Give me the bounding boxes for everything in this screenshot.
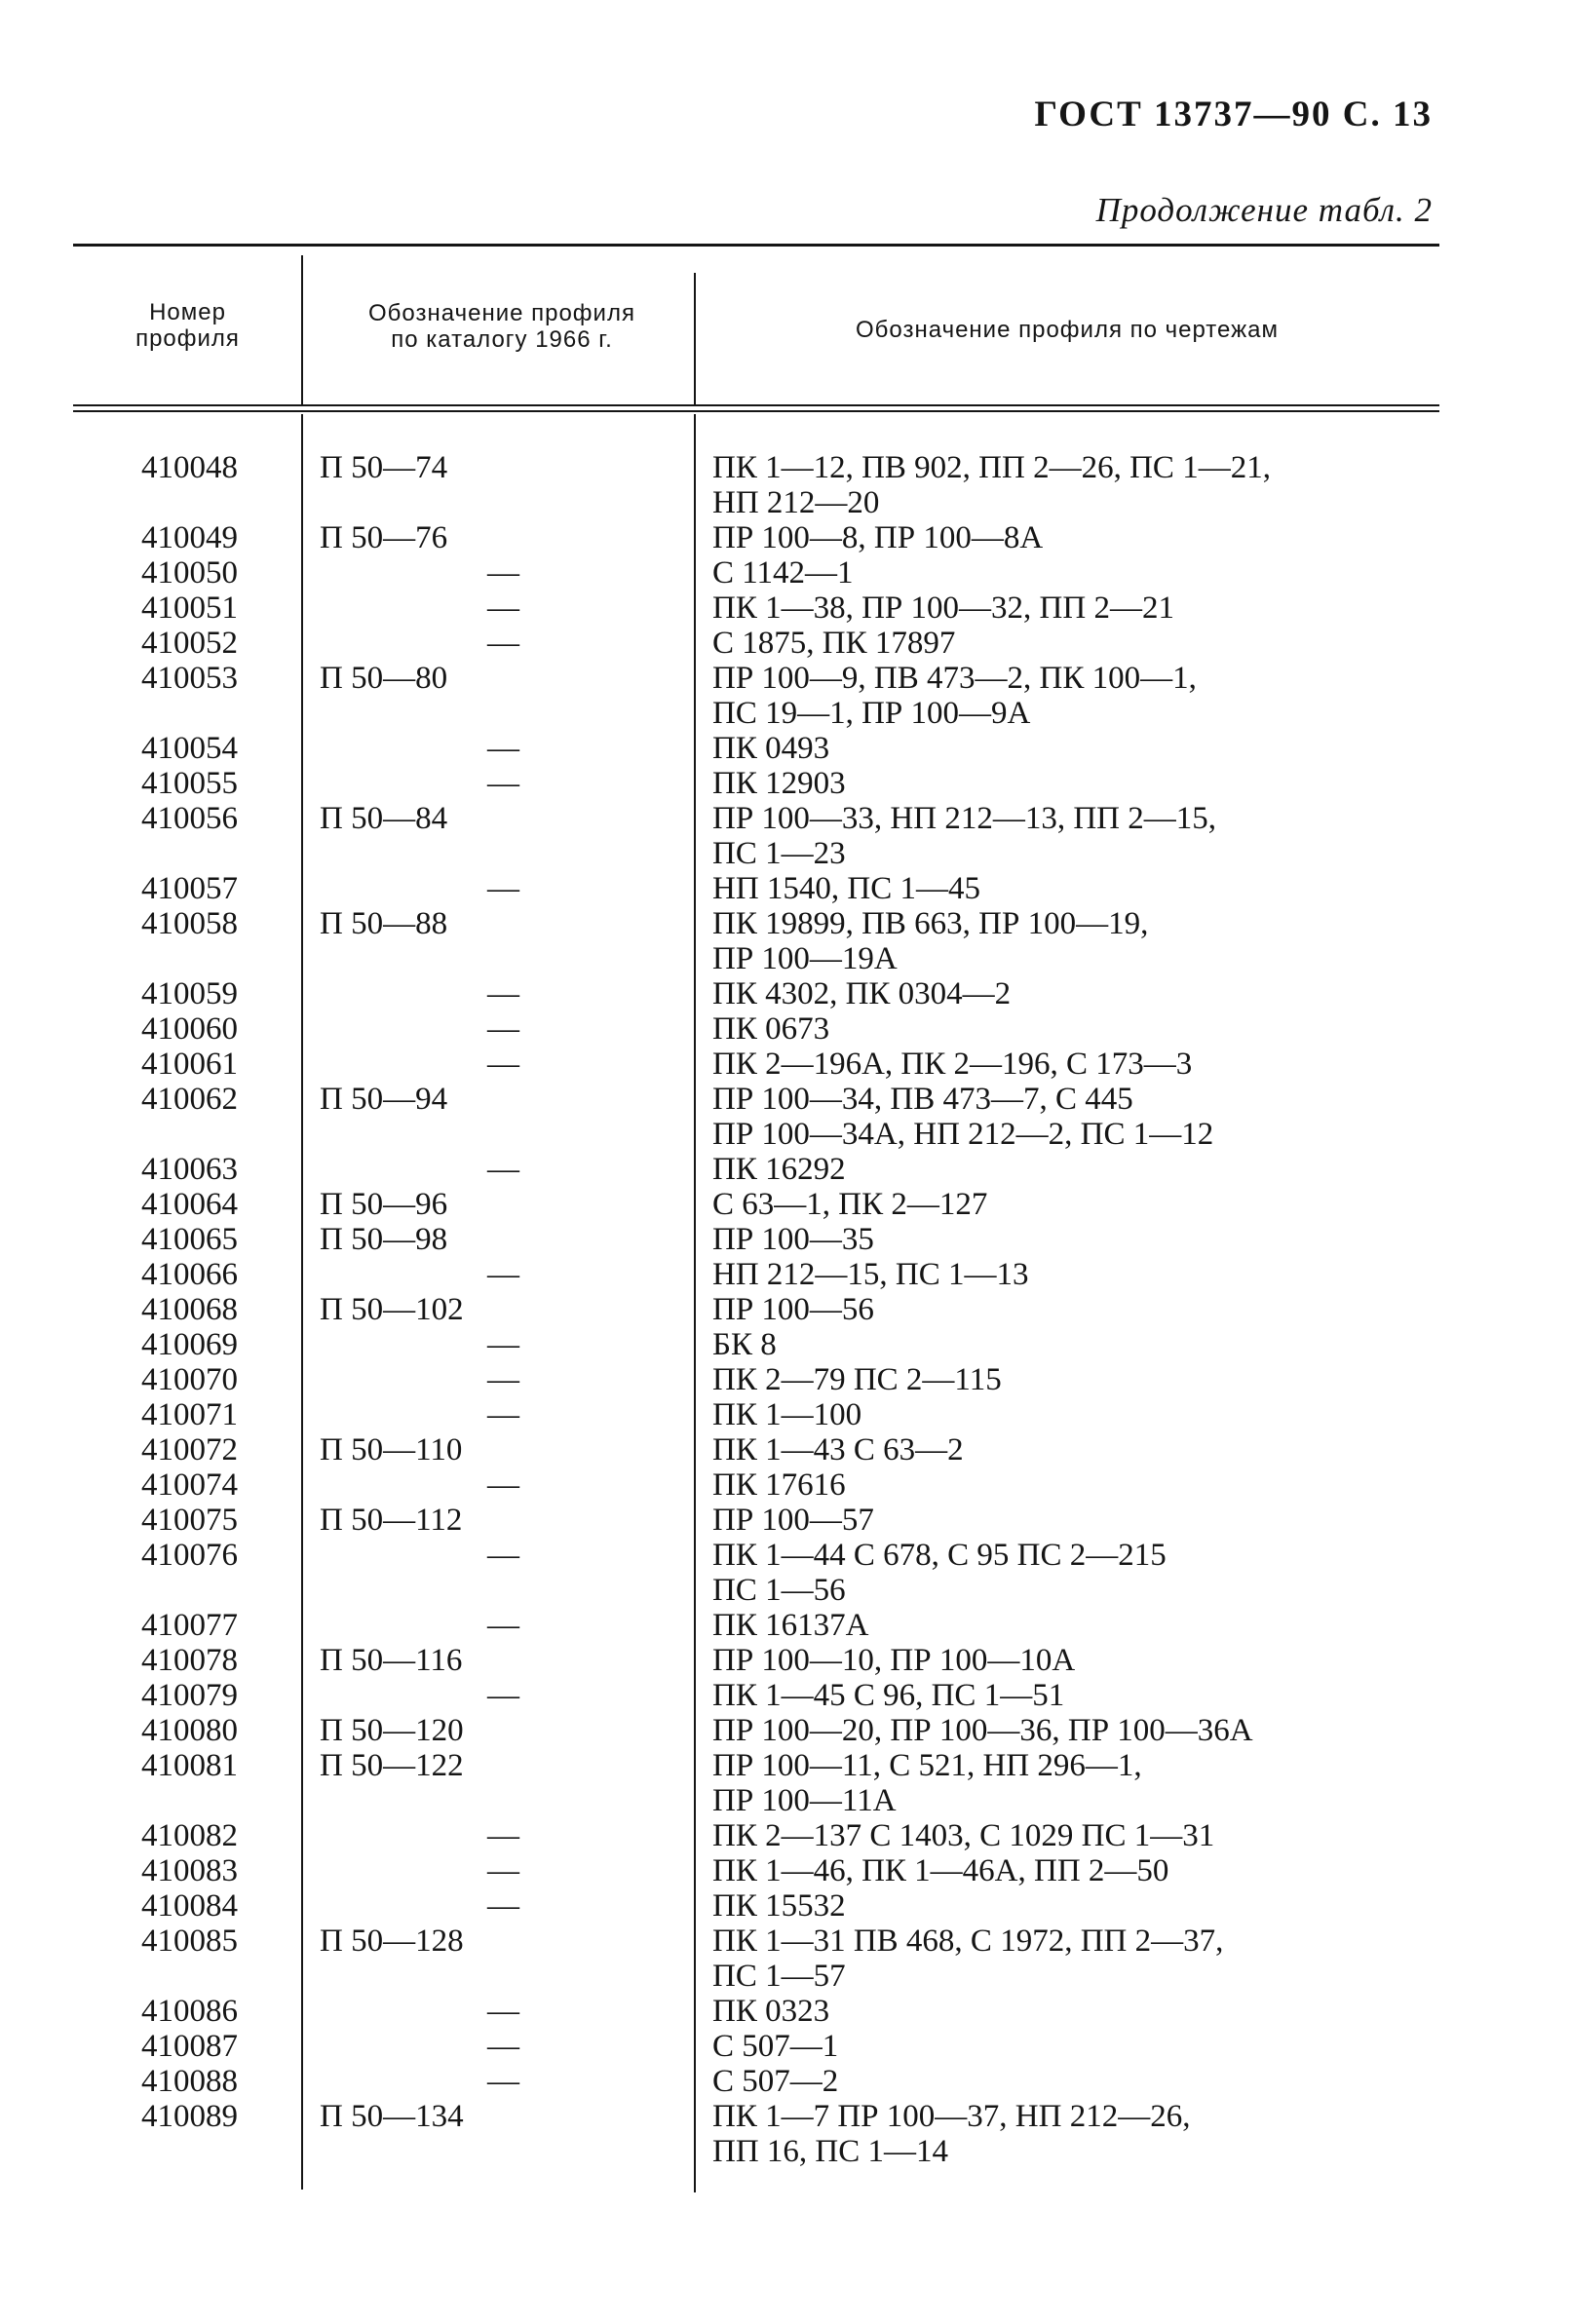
table-row bbox=[0, 1432, 1569, 1467]
profile-number: 410077 bbox=[141, 1608, 238, 1643]
table-row bbox=[0, 1047, 1569, 1082]
table-row bbox=[0, 1713, 1569, 1748]
catalog-designation: — bbox=[487, 2029, 519, 2064]
catalog-designation: — bbox=[487, 1538, 519, 1573]
table-row bbox=[0, 1327, 1569, 1362]
table-row bbox=[0, 2099, 1569, 2169]
drawing-designation: БК 8 bbox=[712, 1327, 777, 1362]
column-header-line: Обозначение профиля по чертежам bbox=[856, 317, 1279, 343]
profile-number: 410072 bbox=[141, 1432, 238, 1467]
drawing-designation: С 507—2 bbox=[712, 2064, 839, 2099]
profile-number: 410060 bbox=[141, 1011, 238, 1047]
drawing-designation: ПР 100—10, ПР 100—10А bbox=[712, 1643, 1076, 1678]
table-row bbox=[0, 766, 1569, 801]
table-row bbox=[0, 520, 1569, 555]
drawing-designation: ПК 0673 bbox=[712, 1011, 830, 1047]
drawing-designation: ПК 15532 bbox=[712, 1888, 846, 1924]
profile-number: 410058 bbox=[141, 906, 238, 941]
drawing-designation: ПК 16137А bbox=[712, 1608, 869, 1643]
table-row bbox=[0, 1152, 1569, 1187]
drawing-designation: ПР 100—57 bbox=[712, 1503, 874, 1538]
catalog-designation: П 50—116 bbox=[320, 1643, 463, 1678]
table-row bbox=[0, 1292, 1569, 1327]
table-row bbox=[0, 1924, 1569, 1994]
profile-number: 410071 bbox=[141, 1397, 238, 1432]
drawing-designation: ПР 100—33, НП 212—13, ПП 2—15, ПС 1—23 bbox=[712, 801, 1217, 871]
table-row bbox=[0, 906, 1569, 976]
drawing-designation: ПР 100—8, ПР 100—8А bbox=[712, 520, 1044, 555]
drawing-designation: ПР 100—9, ПВ 473—2, ПК 100—1, ПС 19—1, ПР 100—9А bbox=[712, 661, 1197, 731]
drawing-designation: ПК 0323 bbox=[712, 1994, 830, 2029]
catalog-designation: — bbox=[487, 1257, 519, 1292]
drawing-designation: ПР 100—35 bbox=[712, 1222, 874, 1257]
catalog-designation: — bbox=[487, 1888, 519, 1924]
profile-number: 410057 bbox=[141, 871, 238, 906]
drawing-designation: ПК 1—100 bbox=[712, 1397, 862, 1432]
table-row bbox=[0, 801, 1569, 871]
catalog-designation: — bbox=[487, 731, 519, 766]
catalog-designation: — bbox=[487, 1397, 519, 1432]
drawing-designation: ПК 1—44 С 678, С 95 ПС 2—215 ПС 1—56 bbox=[712, 1538, 1167, 1608]
drawing-designation: ПК 1—45 С 96, ПС 1—51 bbox=[712, 1678, 1065, 1713]
catalog-designation: — bbox=[487, 626, 519, 661]
drawing-designation: ПК 1—31 ПВ 468, С 1972, ПП 2—37, ПС 1—57 bbox=[712, 1924, 1224, 1994]
drawing-designation: С 507—1 bbox=[712, 2029, 839, 2064]
table-row bbox=[0, 661, 1569, 731]
column-header-line: профиля bbox=[135, 325, 240, 352]
table-continuation-label: Продолжение табл. 2 bbox=[1095, 191, 1433, 229]
drawing-designation: ПК 0493 bbox=[712, 731, 830, 766]
table-row bbox=[0, 871, 1569, 906]
profile-number: 410085 bbox=[141, 1924, 238, 1959]
table-top-rule bbox=[73, 244, 1439, 247]
profile-number: 410076 bbox=[141, 1538, 238, 1573]
catalog-designation: — bbox=[487, 1853, 519, 1888]
table-row bbox=[0, 1082, 1569, 1152]
profile-number: 410066 bbox=[141, 1257, 238, 1292]
column-header-line: Номер bbox=[149, 299, 226, 325]
catalog-designation: П 50—96 bbox=[320, 1187, 448, 1222]
table-row bbox=[0, 1608, 1569, 1643]
profile-number: 410074 bbox=[141, 1467, 238, 1503]
profile-number: 410051 bbox=[141, 591, 238, 626]
drawing-designation: ПР 100—56 bbox=[712, 1292, 874, 1327]
catalog-designation: — bbox=[487, 1678, 519, 1713]
profile-number: 410050 bbox=[141, 555, 238, 591]
catalog-designation: П 50—84 bbox=[320, 801, 448, 836]
table-row bbox=[0, 591, 1569, 626]
profile-number: 410054 bbox=[141, 731, 238, 766]
profile-number: 410080 bbox=[141, 1713, 238, 1748]
drawing-designation: ПК 1—46, ПК 1—46А, ПП 2—50 bbox=[712, 1853, 1169, 1888]
catalog-designation: — bbox=[487, 1467, 519, 1503]
catalog-designation: — bbox=[487, 1608, 519, 1643]
table-row bbox=[0, 1362, 1569, 1397]
profile-number: 410081 bbox=[141, 1748, 238, 1783]
drawing-designation: С 1875, ПК 17897 bbox=[712, 626, 956, 661]
table-row bbox=[0, 1503, 1569, 1538]
catalog-designation: П 50—134 bbox=[320, 2099, 464, 2134]
drawing-designation: ПК 4302, ПК 0304—2 bbox=[712, 976, 1012, 1011]
profile-number: 410069 bbox=[141, 1327, 238, 1362]
catalog-designation: — bbox=[487, 766, 519, 801]
drawing-designation: ПК 17616 bbox=[712, 1467, 846, 1503]
column-divider-1 bbox=[301, 255, 303, 406]
table-row bbox=[0, 1818, 1569, 1853]
drawing-designation: ПК 1—38, ПР 100—32, ПП 2—21 bbox=[712, 591, 1174, 626]
table-row bbox=[0, 1643, 1569, 1678]
drawing-designation: ПК 12903 bbox=[712, 766, 846, 801]
table-row bbox=[0, 450, 1569, 520]
catalog-designation: — bbox=[487, 1011, 519, 1047]
catalog-designation: — bbox=[487, 1047, 519, 1082]
column-header-number bbox=[88, 299, 287, 352]
table-header-rule-1 bbox=[73, 404, 1439, 406]
table-row bbox=[0, 1538, 1569, 1608]
catalog-designation: П 50—94 bbox=[320, 1082, 448, 1117]
table-row bbox=[0, 1222, 1569, 1257]
column-header-line: Обозначение профиля bbox=[368, 300, 635, 326]
catalog-designation: П 50—120 bbox=[320, 1713, 464, 1748]
table-header-rule-2 bbox=[73, 410, 1439, 412]
table-row bbox=[0, 626, 1569, 661]
profile-number: 410075 bbox=[141, 1503, 238, 1538]
table-row bbox=[0, 1748, 1569, 1818]
column-header-drawings bbox=[711, 317, 1423, 343]
page-header: ГОСТ 13737—90 С. 13 bbox=[1034, 95, 1433, 134]
table-row bbox=[0, 555, 1569, 591]
drawing-designation: ПК 2—79 ПС 2—115 bbox=[712, 1362, 1002, 1397]
column-header-line: по каталогу 1966 г. bbox=[391, 326, 613, 353]
drawing-designation: ПК 1—12, ПВ 902, ПП 2—26, ПС 1—21, НП 212—20 bbox=[712, 450, 1271, 520]
catalog-designation: — bbox=[487, 1818, 519, 1853]
catalog-designation: П 50—110 bbox=[320, 1432, 463, 1467]
profile-number: 410061 bbox=[141, 1047, 238, 1082]
drawing-designation: НП 212—15, ПС 1—13 bbox=[712, 1257, 1029, 1292]
profile-number: 410086 bbox=[141, 1994, 238, 2029]
profile-number: 410059 bbox=[141, 976, 238, 1011]
catalog-designation: П 50—74 bbox=[320, 450, 448, 485]
catalog-designation: — bbox=[487, 1327, 519, 1362]
catalog-designation: П 50—112 bbox=[320, 1503, 463, 1538]
profile-number: 410052 bbox=[141, 626, 238, 661]
catalog-designation: П 50—102 bbox=[320, 1292, 464, 1327]
catalog-designation: — bbox=[487, 871, 519, 906]
table-row bbox=[0, 1853, 1569, 1888]
catalog-designation: — bbox=[487, 1994, 519, 2029]
profile-number: 410065 bbox=[141, 1222, 238, 1257]
table-row bbox=[0, 731, 1569, 766]
profile-number: 410089 bbox=[141, 2099, 238, 2134]
profile-number: 410079 bbox=[141, 1678, 238, 1713]
drawing-designation: ПР 100—11, С 521, НП 296—1, ПР 100—11А bbox=[712, 1748, 1142, 1818]
column-divider-2 bbox=[694, 273, 696, 406]
catalog-designation: П 50—76 bbox=[320, 520, 448, 555]
profile-number: 410062 bbox=[141, 1082, 238, 1117]
table-row bbox=[0, 976, 1569, 1011]
drawing-designation: ПК 1—7 ПР 100—37, НП 212—26, ПП 16, ПС 1—14 bbox=[712, 2099, 1191, 2169]
table-row bbox=[0, 2029, 1569, 2064]
catalog-designation: — bbox=[487, 1362, 519, 1397]
drawing-designation: НП 1540, ПС 1—45 bbox=[712, 871, 981, 906]
profile-number: 410063 bbox=[141, 1152, 238, 1187]
drawing-designation: С 1142—1 bbox=[712, 555, 854, 591]
profile-number: 410053 bbox=[141, 661, 238, 696]
profile-number: 410056 bbox=[141, 801, 238, 836]
profile-number: 410070 bbox=[141, 1362, 238, 1397]
table-row bbox=[0, 1678, 1569, 1713]
catalog-designation: П 50—88 bbox=[320, 906, 448, 941]
drawing-designation: ПР 100—34, ПВ 473—7, С 445 ПР 100—34А, НП 212—2, ПС 1—12 bbox=[712, 1082, 1214, 1152]
profile-number: 410083 bbox=[141, 1853, 238, 1888]
table-body bbox=[0, 450, 1569, 2169]
drawing-designation: ПК 2—137 С 1403, С 1029 ПС 1—31 bbox=[712, 1818, 1215, 1853]
catalog-designation: П 50—80 bbox=[320, 661, 448, 696]
profile-number: 410088 bbox=[141, 2064, 238, 2099]
table-row bbox=[0, 2064, 1569, 2099]
catalog-designation: — bbox=[487, 976, 519, 1011]
drawing-designation: С 63—1, ПК 2—127 bbox=[712, 1187, 988, 1222]
drawing-designation: ПК 16292 bbox=[712, 1152, 846, 1187]
profile-number: 410082 bbox=[141, 1818, 238, 1853]
profile-number: 410087 bbox=[141, 2029, 238, 2064]
catalog-designation: — bbox=[487, 2064, 519, 2099]
table-row bbox=[0, 1257, 1569, 1292]
drawing-designation: ПК 1—43 С 63—2 bbox=[712, 1432, 964, 1467]
column-header-catalog bbox=[322, 300, 682, 353]
profile-number: 410055 bbox=[141, 766, 238, 801]
table-row bbox=[0, 1994, 1569, 2029]
table-row bbox=[0, 1397, 1569, 1432]
drawing-designation: ПР 100—20, ПР 100—36, ПР 100—36А bbox=[712, 1713, 1253, 1748]
profile-number: 410078 bbox=[141, 1643, 238, 1678]
profile-number: 410084 bbox=[141, 1888, 238, 1924]
profile-number: 410068 bbox=[141, 1292, 238, 1327]
drawing-designation: ПК 19899, ПВ 663, ПР 100—19, ПР 100—19А bbox=[712, 906, 1149, 976]
profile-number: 410064 bbox=[141, 1187, 238, 1222]
catalog-designation: П 50—98 bbox=[320, 1222, 448, 1257]
table-row bbox=[0, 1187, 1569, 1222]
table-row bbox=[0, 1888, 1569, 1924]
profile-number: 410049 bbox=[141, 520, 238, 555]
catalog-designation: П 50—128 bbox=[320, 1924, 464, 1959]
catalog-designation: — bbox=[487, 555, 519, 591]
table-row bbox=[0, 1011, 1569, 1047]
catalog-designation: — bbox=[487, 591, 519, 626]
table-row bbox=[0, 1467, 1569, 1503]
catalog-designation: П 50—122 bbox=[320, 1748, 464, 1783]
profile-number: 410048 bbox=[141, 450, 238, 485]
catalog-designation: — bbox=[487, 1152, 519, 1187]
drawing-designation: ПК 2—196А, ПК 2—196, С 173—3 bbox=[712, 1047, 1193, 1082]
